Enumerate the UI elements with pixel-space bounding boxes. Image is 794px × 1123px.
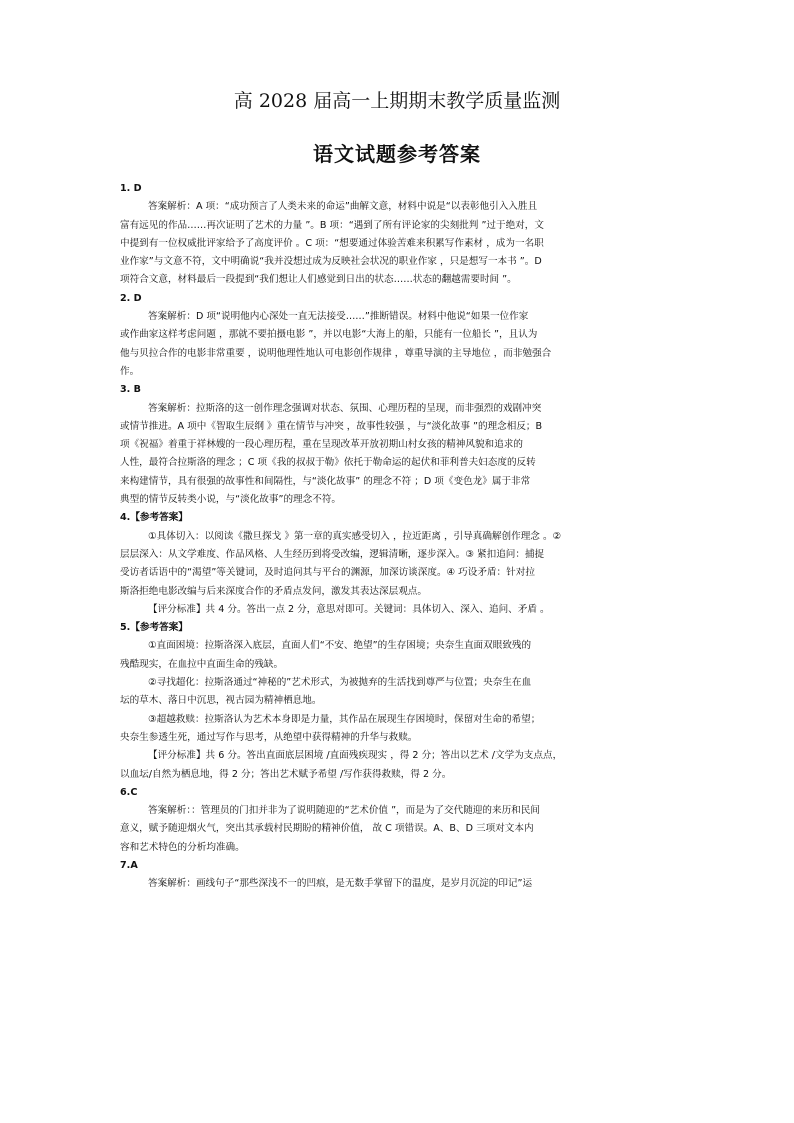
answer-text-line: 意义，赋予随迎烟火气，突出其承载村民期盼的精神价值， 故 C 项错误。A、B、D 三项对文本内 — [120, 823, 534, 835]
answer-text-line: 他与贝拉合作的电影非常重要 ，说明他理性地认可电影创作规律 ，尊重导演的主导地位 ，而非勉强合 — [120, 347, 552, 359]
answer-text-line: 残酷现实，在血拉中直面生命的残缺。 — [120, 658, 284, 670]
answer-text-line: 答案解析：：管理员的门扣并非为了说明随迎的“艺术价值 ”，而是为了交代随迎的来历和民间 — [148, 805, 540, 817]
answer-text-line: 答案解析：A 项：“成功预言了人类未来的命运”曲解文意，材料中说是“以表彰他引入入胜且 — [148, 201, 538, 213]
question-heading: 7.A — [120, 859, 138, 871]
answer-text-line: 或作曲家这样考虑问题 ，那就不要拍摄电影 ”，并以电影“大海上的船，只能有一位船长 ”，且认为 — [120, 329, 538, 341]
answer-text-line: 中提到有一位权威批评家给予了高度评价 。C 项：“想要通过体验苦难来积累写作素材 ，成为一名职 — [120, 237, 544, 249]
answer-text-line: ②寻找超化：拉斯洛通过“神秘的”艺术形式，为被抛弃的生活找到尊严与位置；央奈生在血 — [148, 677, 532, 689]
answer-body — [120, 180, 675, 894]
answer-text-line: 答案解析：画线句子“那些深浅不一的凹痕，是无数手掌留下的温度，是岁月沉淀的印记”运 — [148, 878, 533, 890]
answer-text-line: ①直面困境：拉斯洛深入底层，直面人们“不安、绝望”的生存困境；央奈生直面双眼致残的 — [148, 640, 532, 652]
answer-text-line: 或情节推进。A 项中《智取生辰纲 》重在情节与冲突 ，故事性较强 ，与“淡化故事 ”的理念相反；B — [120, 420, 543, 432]
answer-text-line: 项符合文意，材料最后一段提到“我们想让人们感觉到日出的状态……状态的翻越需要时间 ”。 — [120, 274, 517, 286]
question-heading: 3. B — [120, 384, 141, 396]
answer-text-line: 典型的情节反转类小说，与“淡化故事”的理念不符。 — [120, 494, 342, 506]
answer-text-line: 富有远见的作品……再次证明了艺术的力量 ”。B 项：“遇到了所有评论家的尖刻批判 ”过于绝对，文 — [120, 219, 544, 231]
question-heading: 5.【参考答案】 — [120, 622, 188, 634]
answer-text-line: 层层深入：从文学难度、作品风格、人生经历到将受改编，逻辑清晰，逐步深入。③ 紧扣追问：捕捉 — [120, 548, 545, 560]
answer-text-line: 作。 — [120, 365, 140, 377]
answer-text-line: 容和艺术特色的分析均准确。 — [120, 841, 245, 853]
answer-text-line: 斯洛拒绝电影改编与后来深度合作的矛盾点发问，激发其表达深层观点。 — [120, 585, 427, 597]
answer-text-line: 【评分标准】共 6 分。答出直面底层困境 /直面残疾现实 ，得 2 分；答出以艺术 /文学为支点点， — [148, 750, 563, 762]
answer-text-line: ③超越救赎：拉斯洛认为艺术本身即是力量，其作品在展现生存困境时，保留对生命的希望； — [148, 713, 541, 725]
answer-text-line: 以血坛/自然为栖息地，得 2 分；答出艺术赋予希望 /写作获得救赎，得 2 分。 — [120, 768, 452, 780]
answer-text-line: 央奈生参透生死，通过写作与思考，从绝望中获得精神的升华与救赎。 — [120, 731, 418, 743]
answer-text-line: 来构建情节，具有很强的故事性和间隔性，与“淡化故事” 的理念不符 ；D 项《变色龙》属于非常 — [120, 475, 531, 487]
exam-title: 高 2028 届高一上期期末教学质量监测 — [233, 90, 561, 112]
answer-text-line: ①具体切入：以阅读《撒旦探戈 》第一章的真实感受切入 ，拉近距离 ，引导真确解创作理念 。② — [148, 530, 562, 542]
question-heading: 6.C — [120, 786, 138, 798]
answer-text-line: 答案解析：拉斯洛的这一创作理念强调对状态、氛围、心理历程的呈现，而非强烈的戏剧冲突 — [148, 402, 542, 414]
question-heading: 1. D — [120, 183, 142, 194]
question-heading: 2. D — [120, 292, 142, 304]
document-title: 语文试题参考答案 — [313, 142, 481, 166]
question-heading: 4.【参考答案】 — [120, 512, 188, 524]
answer-text-line: 答案解析：D 项“说明他内心深处一直无法接受……”推断错误。材料中他说“如果一位作家 — [148, 311, 529, 323]
answer-text-line: 人性，最符合拉斯洛的理念 ；C 项《我的叔叔于勒》依托于勒命运的起伏和菲利普夫妇态度的反转 — [120, 457, 536, 469]
answer-text-line: 项《祝福》着重于祥林嫂的一段心理历程，重在呈现改革开放初期山村女孩的精神风貌和追求的 — [120, 439, 523, 451]
answer-text-line: 【评分标准】共 4 分。答出一点 2 分，意思对即可。关键词：具体切入、深入、追问、矛盾 。 — [148, 603, 550, 615]
answer-text-line: 业作家”与文意不符，文中明确说“我并没想过成为反映社会状况的职业作家 ，只是想写一本书 ”。D — [120, 256, 542, 268]
answer-text-line: 受访者话语中的“渴望”等关键词，及时追问其与平台的渊源，加深访谈深度。④ 巧设矛盾：针对拉 — [120, 567, 535, 579]
answer-text-line: 坛的草木、落日中沉思，视古园为精神栖息地。 — [120, 695, 322, 707]
